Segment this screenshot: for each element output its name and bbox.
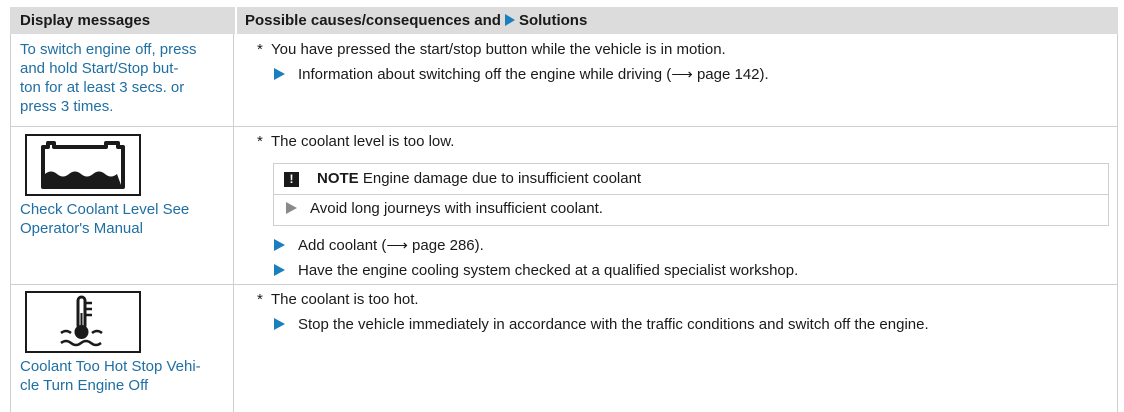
coolant-level-icon: [25, 134, 141, 196]
note-title: [317, 170, 641, 187]
header-col-causes-solutions: [235, 7, 1120, 34]
solution-text: Information about switching off the engine while driving (⟶ page 142).: [298, 66, 769, 83]
warning-exclamation-icon: !: [284, 172, 299, 187]
table-header: [10, 7, 1118, 34]
solution-arrow-icon: [274, 68, 285, 80]
cause-text: * The coolant is too hot.: [257, 291, 419, 308]
note-header: [274, 164, 1108, 195]
cause-text-value: The coolant is too hot.: [271, 291, 419, 308]
message-line: Coolant Too Hot Stop Vehi-: [20, 358, 201, 375]
message-line: press 3 times.: [20, 98, 114, 115]
message-line: and hold Start/Stop but-: [20, 60, 179, 77]
cause-text-value: You have pressed the start/stop button while the vehicle is in motion.: [271, 41, 726, 58]
message-line: ton for at least 3 secs. or: [20, 79, 185, 96]
table-column-divider: [233, 34, 234, 412]
cause-text: * The coolant level is too low.: [257, 133, 455, 150]
solution-item: [274, 315, 929, 334]
table-border-right: [1117, 34, 1118, 412]
message-line: cle Turn Engine Off: [20, 377, 149, 394]
cause-text: * You have pressed the start/stop button while the vehicle is in motion.: [257, 41, 726, 58]
cause-text-value: The coolant level is too low.: [271, 133, 455, 150]
solution-text: Add coolant (⟶ page 286).: [298, 237, 484, 254]
solution-item: [274, 65, 769, 84]
note-title-text: Engine damage due to insufficient coolant: [362, 170, 642, 187]
table-border-left: [10, 34, 11, 412]
display-message-coolant-too-hot: [20, 357, 225, 395]
header-col2-prefix: Possible causes/consequences and: [245, 12, 501, 29]
solution-arrow-icon: [274, 318, 285, 330]
header-col2-label: [245, 12, 587, 29]
note-body-text: Avoid long journeys with insufficient coolant.: [310, 200, 603, 217]
solution-item: [274, 261, 798, 280]
solution-item: [274, 236, 484, 255]
solution-arrow-icon: [274, 264, 285, 276]
note-arrow-icon: [286, 202, 297, 214]
solution-text: Stop the vehicle immediately in accordance with the traffic conditions and switch off the engine.: [298, 316, 929, 333]
message-line: Check Coolant Level See: [20, 201, 190, 218]
header-col2-suffix: Solutions: [518, 12, 588, 29]
coolant-temperature-icon: [25, 291, 141, 353]
display-message-switch-engine-off: [20, 40, 225, 116]
header-col1-label: Display messages: [20, 12, 151, 29]
row-divider-2: [10, 284, 1118, 285]
display-message-check-coolant-level: [20, 200, 225, 238]
message-line: To switch engine off, press: [20, 41, 197, 58]
solution-arrow-icon: [274, 239, 285, 251]
message-line: Operator's Manual: [20, 220, 143, 237]
note-body: [286, 200, 603, 217]
note-label: NOTE: [317, 170, 359, 187]
header-col-display-messages: [10, 7, 233, 34]
solution-text: Have the engine cooling system checked at a qualified specialist workshop.: [298, 262, 799, 279]
triangle-arrow-icon: [505, 14, 515, 26]
note-box: [273, 163, 1109, 226]
row-divider-1: [10, 126, 1118, 127]
